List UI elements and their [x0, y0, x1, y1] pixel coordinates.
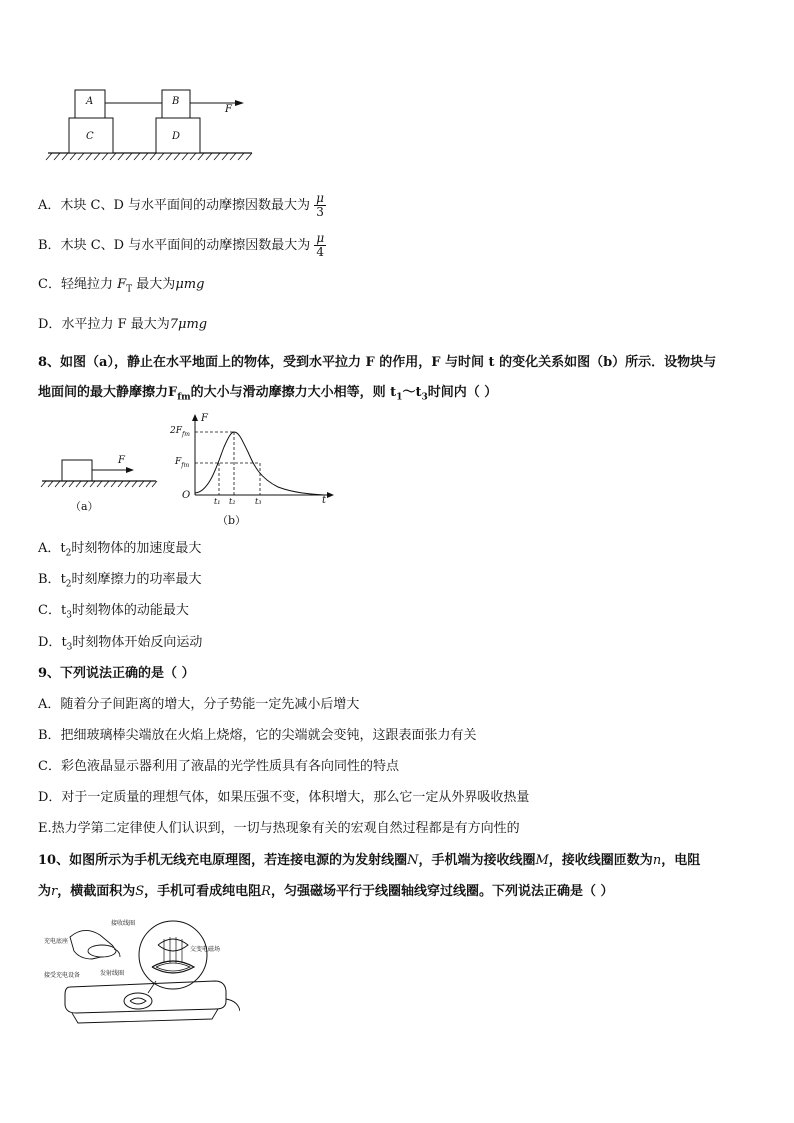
option-9e: E.热力学第二定律使人们认识到，一切与热现象有关的宏观自然过程都是有方向性的	[38, 821, 520, 836]
option-7c: C．轻绳拉力 $F_T$ 最大为μmg	[38, 277, 205, 295]
label-base: 充电底座	[44, 938, 69, 945]
option-7d: D．水平拉力 F 最大为7μmg	[38, 317, 208, 332]
fraction-mu-3: $\frac{\mu}{3}$	[316, 191, 324, 219]
force-time-graph	[190, 412, 340, 502]
option-9d: D．对于一定质量的理想气体，如果压强不变，体积增大，那么它一定从外界吸收热量	[38, 790, 530, 805]
label-a: A	[86, 96, 94, 107]
blocks-diagram	[40, 82, 270, 164]
tick-t2: t₂	[229, 497, 236, 506]
label-b: B	[172, 96, 180, 107]
option-8c: C．$t_3$时刻物体的动能最大	[38, 603, 189, 621]
label-recv-coil: 接收线圈	[111, 920, 136, 927]
axis-t-label: t	[322, 495, 327, 506]
label-field: 交变电磁场	[190, 946, 221, 953]
option-7b: B．木块 C、D 与水平面间的动摩擦因数最大为 $\frac{\mu}{4}$	[38, 231, 325, 259]
tick-f: $F_{fm}$	[175, 457, 190, 469]
tick-t1: t₁	[214, 497, 221, 506]
label-f: F	[225, 104, 232, 115]
option-9a: A．随着分子间距离的增大，分子势能一定先减小后增大	[38, 697, 360, 712]
option-9b: B．把细玻璃棒尖端放在火焰上烧熔，它的尖端就会变钝，这跟表面张力有关	[38, 728, 477, 743]
q9-stem: 9、下列说法正确的是（ ）	[38, 666, 195, 681]
fig-a-f-label: F	[118, 455, 125, 466]
option-9c: C．彩色液晶显示器利用了液晶的光学性质具有各向同性的特点	[38, 759, 399, 774]
option-7a: A．木块 C、D 与水平面间的动摩擦因数最大为 $\frac{\mu}{3}$	[38, 191, 324, 219]
origin-label: O	[182, 490, 191, 501]
label-emit-coil: 发射线圈	[100, 970, 125, 977]
q8-stem-line2: 地面间的最大静摩擦力$F_{fm}$的大小与滑动摩擦力大小相等，则 $t_1\sim t_3$时间内（ ）	[38, 385, 498, 403]
axis-f-label: F	[201, 413, 208, 424]
fig-b-caption: （b）	[217, 514, 247, 527]
q8-stem-line1: 8、如图（a），静止在水平地面上的物体，受到水平拉力 F 的作用，F 与时间 t 的变化关系如图（b）所示．设物块与	[38, 355, 717, 370]
q10-stem-line2: 为r，横截面积为S，手机可看成纯电阻R，匀强磁场平行于线圈轴线穿过线圈。下列说法正确是（ ）	[38, 884, 614, 899]
label-d: D	[172, 131, 181, 142]
label-c: C	[86, 131, 94, 142]
option-8d: D．$t_3$时刻物体开始反向运动	[38, 635, 203, 653]
tick-2f: $2F_{fm}$	[170, 426, 190, 438]
fig-a-caption: （a）	[70, 500, 99, 513]
option-8a: A．$t_2$时刻物体的加速度最大	[38, 541, 202, 559]
option-8b: B．$t_2$时刻摩擦力的功率最大	[38, 572, 202, 590]
label-device: 接受充电设备	[44, 972, 81, 979]
tick-t3: t₃	[255, 497, 262, 506]
fraction-mu-4: $\frac{\mu}{4}$	[316, 231, 325, 259]
q10-stem-line1: 10、如图所示为手机无线充电原理图，若连接电源的为发射线圈N，手机端为接收线圈M，接收线圈匝数为n，电阻	[38, 853, 701, 868]
block-on-ground-diagram	[38, 452, 163, 494]
